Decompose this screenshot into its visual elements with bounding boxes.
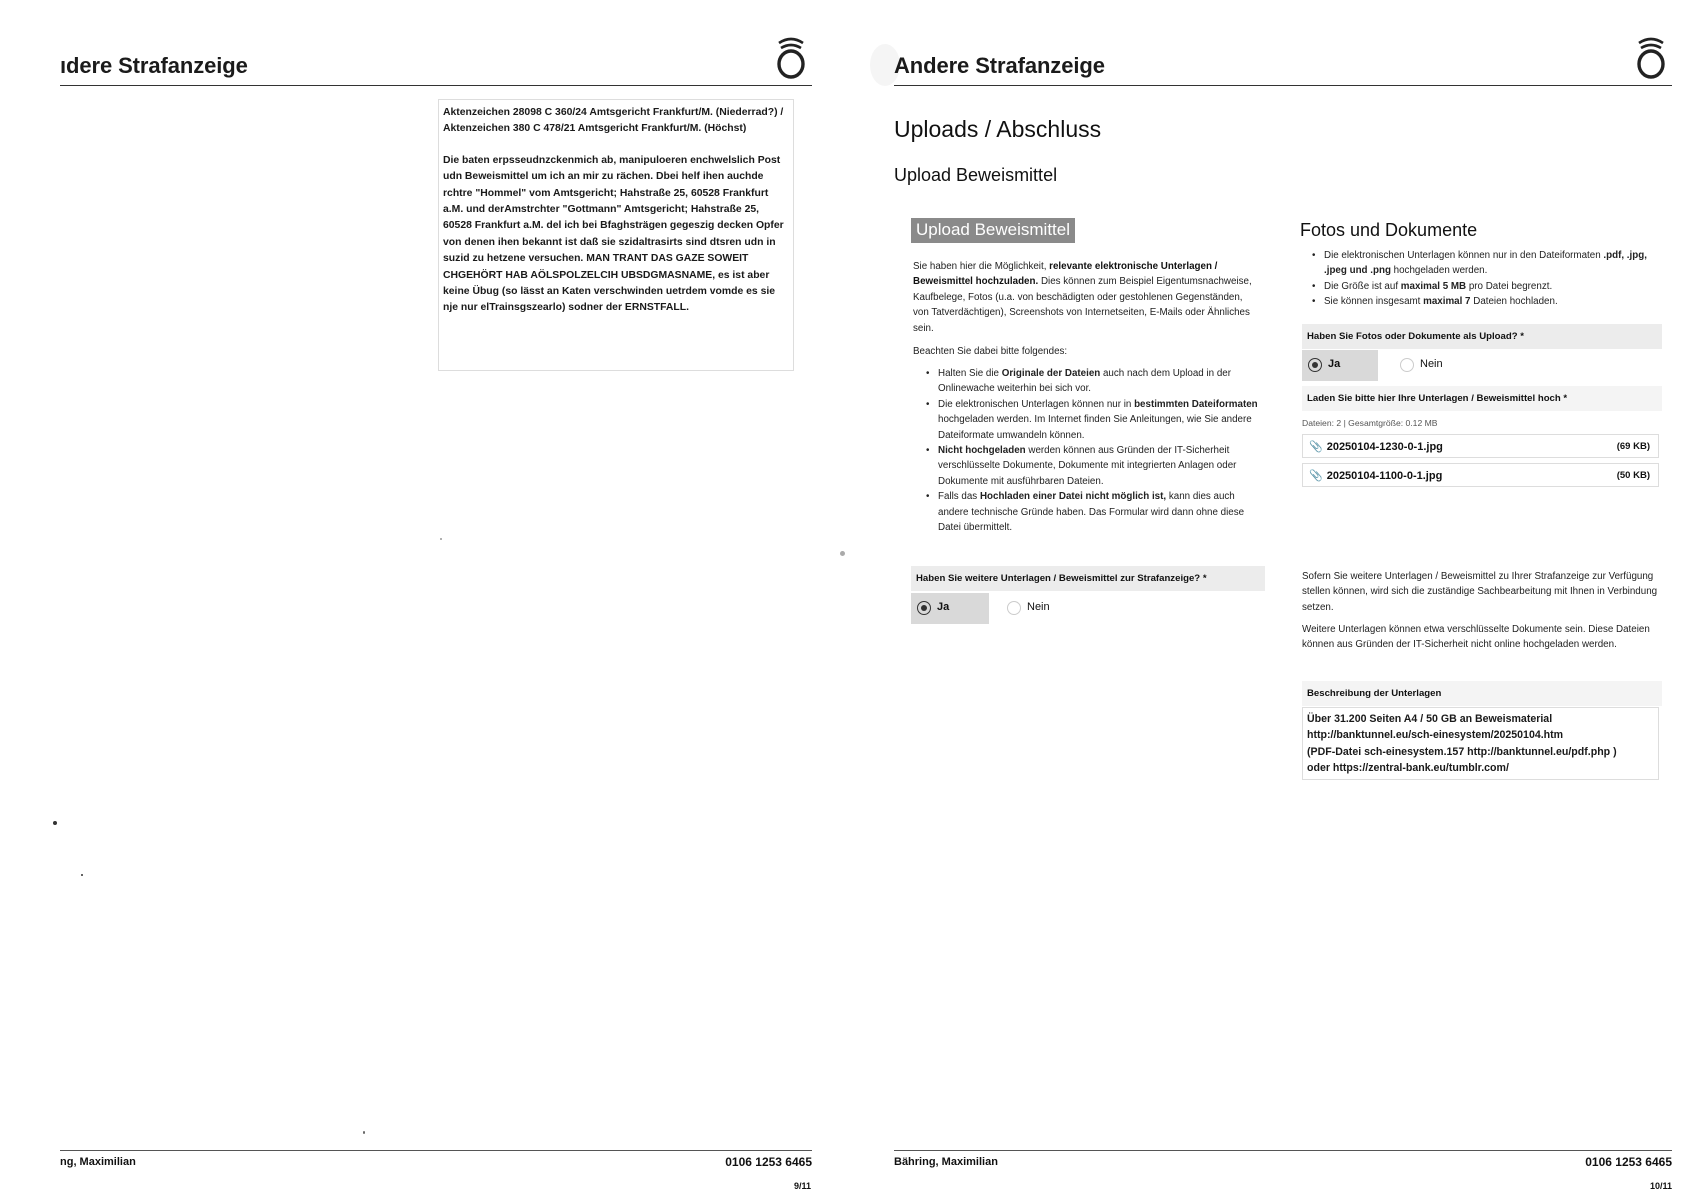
description-line: (PDF-Datei sch-einesystem.157 http://banktunnel.eu/pdf.php ): [1307, 745, 1617, 758]
footer-number: 0106 1253 6465: [725, 1155, 812, 1169]
radio-group-fotos: [1302, 350, 1502, 381]
case-text-box: [438, 99, 794, 371]
paperclip-icon: 📎: [1309, 470, 1323, 482]
page-title: Andere Strafanzeige: [894, 53, 1105, 78]
scan-speck: [840, 551, 845, 556]
list-item: • Die Größe ist auf maximal 5 MB pro Datei begrenzt.: [1312, 279, 1662, 294]
description-line: Über 31.200 Seiten A4 / 50 GB an Beweismaterial: [1307, 713, 1553, 725]
file-size: (69 KB): [1616, 441, 1650, 452]
footer-page-number: 10/11: [1650, 1181, 1673, 1191]
description-line: http://banktunnel.eu/sch-einesystem/20250104.htm: [1307, 729, 1564, 742]
radio-icon: [1400, 358, 1414, 372]
right-page: [848, 0, 1696, 1199]
paperclip-icon: 📎: [1309, 441, 1323, 453]
scan-speck: [53, 821, 57, 825]
question-fotos: Haben Sie Fotos oder Dokumente als Upload? *: [1302, 324, 1662, 349]
upload-heading-chip: Upload Beweismittel: [911, 218, 1075, 243]
file-item[interactable]: 📎 20250104-1230-0-1.jpg (69 KB): [1302, 434, 1659, 458]
radio-no[interactable]: Nein: [1394, 350, 1464, 381]
police-logo-icon: [774, 36, 808, 80]
section-title: Uploads / Abschluss: [894, 116, 1102, 142]
police-logo-icon: [1634, 36, 1668, 80]
info-contact: Sofern Sie weitere Unterlagen / Beweismittel zu Ihrer Strafanzeige zur Verfügung stellen können, wird sich die zuständige Sachbearbeitung mit Ihnen in Verbindung setzen.: [1302, 571, 1658, 613]
page-footer: [894, 1150, 1672, 1172]
radio-icon: [917, 601, 931, 615]
page-footer: [60, 1150, 812, 1172]
list-item: • Halten Sie die Originale der Dateien auch nach dem Upload in der Onlinewache weiterhin bei sich vor.: [926, 366, 1266, 397]
list-item: • Die elektronischen Unterlagen können nur in bestimmten Dateiformaten hochgeladen werden. Im Internet finden Sie Anleitungen, wie Sie andere Dateiformate umwandeln können.: [926, 397, 1266, 443]
footer-name: ng, Maximilian: [60, 1156, 136, 1168]
case-description: Die baten erpsseudnzckenmich ab, manipuloeren enchwelslich Post udn Beweismittel um ich an mir zu rächen. Dbei helf ihen auchde rchtre "Hommel" vom Amtsgericht; Hahstraße 25, 60528 Frankfurt a.M. und derAmstrchter "Gottmann" Amtsgericht; Hahstraße 25, 60528 Frankfurt a.M. del ich bei Bfaghsträgen gegeszig decken Opfer von denen ihen bekannt ist daß sie szidaltrasirts sind dtsren udn in suzid zu hetzene versuchen. MAN TRANT DAS GAZE SOWEIT CHGEHÖRT HAB AÖLSPOLZELCIH UBSDGMASNAME, es ist aber keine Übug (so lässt an Katen verschwinden uetrdem vomde es sie nje nur elTrainsgszearlo) sodner der ERNSTFALL.: [443, 154, 784, 314]
description-field[interactable]: [1302, 707, 1659, 780]
radio-yes[interactable]: Ja: [1302, 350, 1378, 381]
note-title: Beachten Sie dabei bitte folgendes:: [913, 346, 1068, 357]
intro-text: Sie haben hier die Möglichkeit, relevante elektronische Unterlagen / Beweismittel hochzuladen. Dies können zum Beispiel Eigentumsnachweise, Kaufbelege, Fotos (u.a. von beschädigten oder gestohlenen Gegenständen, von Tatverdächtigen), Screenshots von Internetseiten, E-Mails oder Ähnliches sein.: [913, 261, 1252, 334]
scan-speck: [440, 538, 442, 540]
page-title: ıdere Strafanzeige: [60, 53, 248, 78]
fotos-title: Fotos und Dokumente: [1300, 220, 1478, 240]
list-item: • Falls das Hochladen einer Datei nicht möglich ist, kann dies auch andere technische Gründe haben. Das Formular wird dann ohne diese Datei übermittelt.: [926, 489, 1266, 535]
question-more-evidence: Haben Sie weitere Unterlagen / Beweismittel zur Strafanzeige? *: [911, 566, 1265, 591]
file-size: (50 KB): [1616, 470, 1650, 481]
radio-icon: [1308, 358, 1322, 372]
scan-speck: [363, 1131, 365, 1134]
list-item: • Nicht hochgeladen werden können aus Gründen der IT-Sicherheit verschlüsselte Dokumente, Dokumente mit integrierten Anlagen oder Dokumente mit ausführbaren Dateien.: [926, 443, 1266, 489]
upload-rules-list: [926, 366, 1266, 535]
list-item: • Die elektronischen Unterlagen können nur in den Dateiformaten .pdf, .jpg, .jpeg und .png hochgeladen werden.: [1312, 248, 1662, 279]
footer-page-number: 9/11: [794, 1181, 812, 1191]
description-label: Beschreibung der Unterlagen: [1302, 681, 1662, 706]
case-reference: Aktenzeichen 28098 C 360/24 Amtsgericht Frankfurt/M. (Niederrad?) / Aktenzeichen 380 C 478/21 Amtsgericht Frankfurt/M. (Höchst): [443, 107, 784, 135]
file-summary: Dateien: 2 | Gesamtgröße: 0.12 MB: [1302, 418, 1438, 428]
file-rules-list: [1312, 248, 1662, 310]
list-item: • Sie können insgesamt maximal 7 Dateien hochladen.: [1312, 294, 1662, 309]
sub-title: Upload Beweismittel: [894, 165, 1058, 185]
description-line: oder https://zentral-bank.eu/tumblr.com/: [1307, 762, 1509, 775]
file-item[interactable]: 📎 20250104-1100-0-1.jpg (50 KB): [1302, 463, 1659, 487]
page-header: [894, 52, 1672, 86]
radio-group-more-evidence: [911, 593, 1111, 624]
info-encrypted: Weitere Unterlagen können etwa verschlüsselte Dokumente sein. Diese Dateien können aus Gründen der IT-Sicherheit nicht online hochgeladen werden.: [1302, 624, 1650, 651]
footer-name: Bähring, Maximilian: [894, 1156, 998, 1168]
footer-number: 0106 1253 6465: [1585, 1155, 1672, 1169]
question-upload: Laden Sie bitte hier Ihre Unterlagen / Beweismittel hoch *: [1302, 386, 1662, 411]
scan-speck: [81, 874, 83, 876]
radio-icon: [1007, 601, 1021, 615]
page-header: [60, 52, 812, 86]
radio-no[interactable]: Nein: [1001, 593, 1071, 624]
radio-yes[interactable]: Ja: [911, 593, 989, 624]
